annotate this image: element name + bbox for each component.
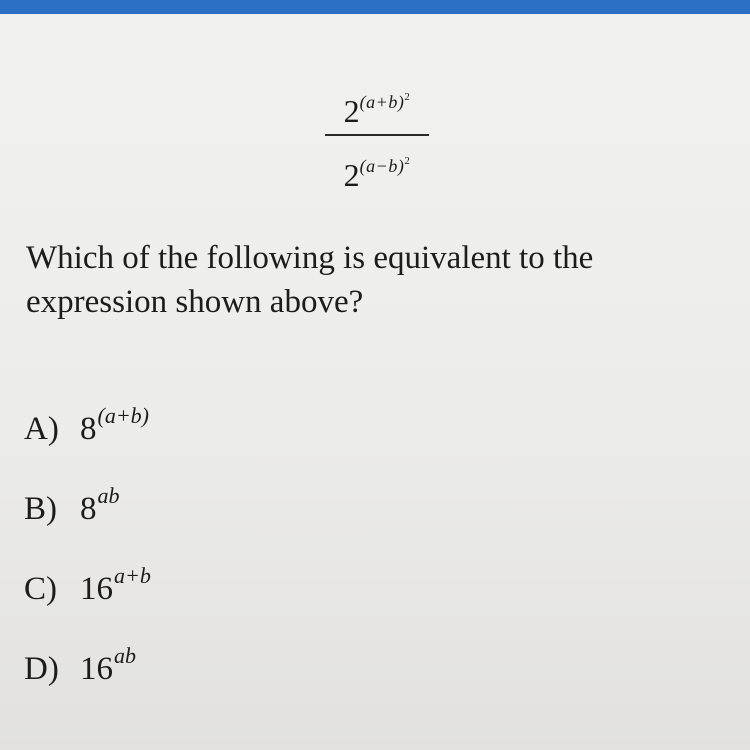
option-base: 8 xyxy=(80,411,97,447)
option-letter: C) xyxy=(24,571,57,607)
option-exponent: a+b xyxy=(114,563,151,588)
question-line-2: expression shown above? xyxy=(26,284,364,320)
numerator-base: 2 xyxy=(343,93,360,129)
fraction-bar xyxy=(325,134,429,136)
numerator-exponent: (a+b)2 xyxy=(359,91,411,112)
option-b[interactable] xyxy=(24,474,151,554)
question-line-1: Which of the following is equivalent to the xyxy=(26,240,594,276)
fraction-numerator xyxy=(322,80,432,128)
top-bar xyxy=(0,0,750,14)
denominator-exponent: (a−b)2 xyxy=(359,155,411,176)
fraction-denominator xyxy=(322,144,432,192)
option-exponent: (a+b) xyxy=(97,403,149,428)
option-base: 16 xyxy=(80,651,113,687)
option-a[interactable] xyxy=(24,394,151,474)
numerator-power: 2 xyxy=(404,91,411,103)
option-letter: D) xyxy=(24,651,59,687)
denominator-base: 2 xyxy=(343,157,360,193)
denominator-power: 2 xyxy=(404,155,411,167)
option-base: 8 xyxy=(80,491,97,527)
answer-options xyxy=(24,394,151,714)
option-letter: B) xyxy=(24,491,57,527)
option-c[interactable] xyxy=(24,554,151,634)
expression-fraction xyxy=(322,80,432,192)
option-d[interactable] xyxy=(24,634,151,714)
question-text xyxy=(26,236,726,324)
option-letter: A) xyxy=(24,411,59,447)
option-exponent: ab xyxy=(97,483,120,508)
option-base: 16 xyxy=(80,571,113,607)
option-exponent: ab xyxy=(114,643,136,668)
